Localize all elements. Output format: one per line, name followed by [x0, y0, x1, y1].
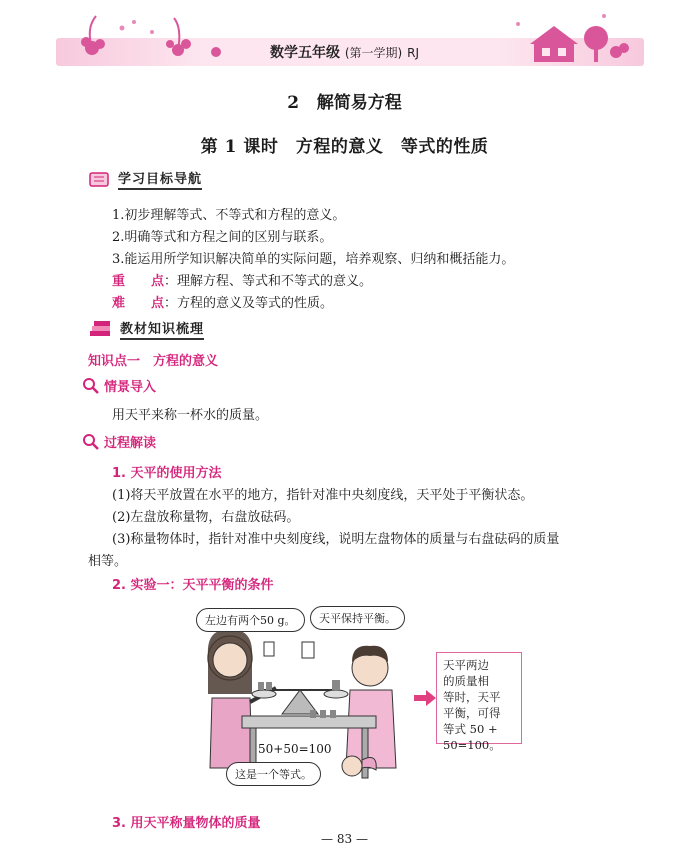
speech-bubble-bottom: 这是一个等式。 — [226, 762, 321, 786]
focus-line: 重 点：理解方程、等式和不等式的意义。 — [112, 274, 373, 289]
goal-item: 1.初步理解等式、不等式和方程的意义。 — [112, 208, 346, 223]
scene-text: 用天平来称一杯水的质量。 — [112, 408, 269, 423]
speech-bubble-left: 左边有两个50 g。 — [196, 608, 305, 632]
magnifier-icon — [82, 377, 100, 395]
difficulty-line: 难 点：方程的意义及等式的性质。 — [112, 296, 334, 311]
text-line: (2)左盘放称量物，右盘放砝码。 — [112, 510, 300, 525]
equation-label: 50+50=100 — [258, 742, 332, 756]
header-decoration — [56, 8, 644, 72]
lesson-title: 第 1 课时 方程的意义 等式的性质 — [200, 137, 489, 157]
text-line: (3)称量物体时，指针对准中央刻度线，说明左盘物体的质量与右盘砝码的质量 — [112, 532, 560, 547]
knowledge-badge: 教材知识梳理 — [88, 318, 204, 340]
semester: (第一学期) — [344, 46, 403, 60]
subsection-title: 3. 用天平称量物体的质量 — [112, 816, 261, 831]
process-heading: 过程解读 — [82, 432, 156, 451]
edition: RJ — [407, 46, 419, 60]
goal-item: 3.能运用所学知识解决简单的实际问题，培养观察、归纳和概括能力。 — [112, 252, 515, 267]
subsection-title: 2. 实验一：天平平衡的条件 — [112, 578, 274, 593]
notebook-icon — [88, 170, 112, 188]
header-title — [0, 42, 689, 62]
subsection-title: 1. 天平的使用方法 — [112, 466, 222, 481]
magnifier-icon — [82, 433, 100, 451]
knowledge-point-title: 知识点一 方程的意义 — [88, 354, 219, 369]
text-line: 相等。 — [88, 554, 128, 569]
goal-item: 2.明确等式和方程之间的区别与联系。 — [112, 230, 333, 245]
scene-heading: 情景导入 — [82, 376, 156, 395]
book-title: 数学五年级 — [269, 45, 340, 61]
books-icon — [88, 320, 114, 338]
text-line: (1)将天平放置在水平的地方，指针对准中央刻度线，天平处于平衡状态。 — [112, 488, 534, 503]
page-number: — 83 — — [321, 832, 368, 846]
arrow-right-icon — [414, 690, 436, 706]
goals-badge: 学习目标导航 — [88, 168, 202, 190]
caption-box: 天平两边 的质量相 等时，天平 平衡，可得 等式 50 + 50=100。 — [436, 652, 522, 744]
speech-bubble-right: 天平保持平衡。 — [310, 606, 405, 630]
section-title: 2 解简易方程 — [287, 93, 402, 113]
